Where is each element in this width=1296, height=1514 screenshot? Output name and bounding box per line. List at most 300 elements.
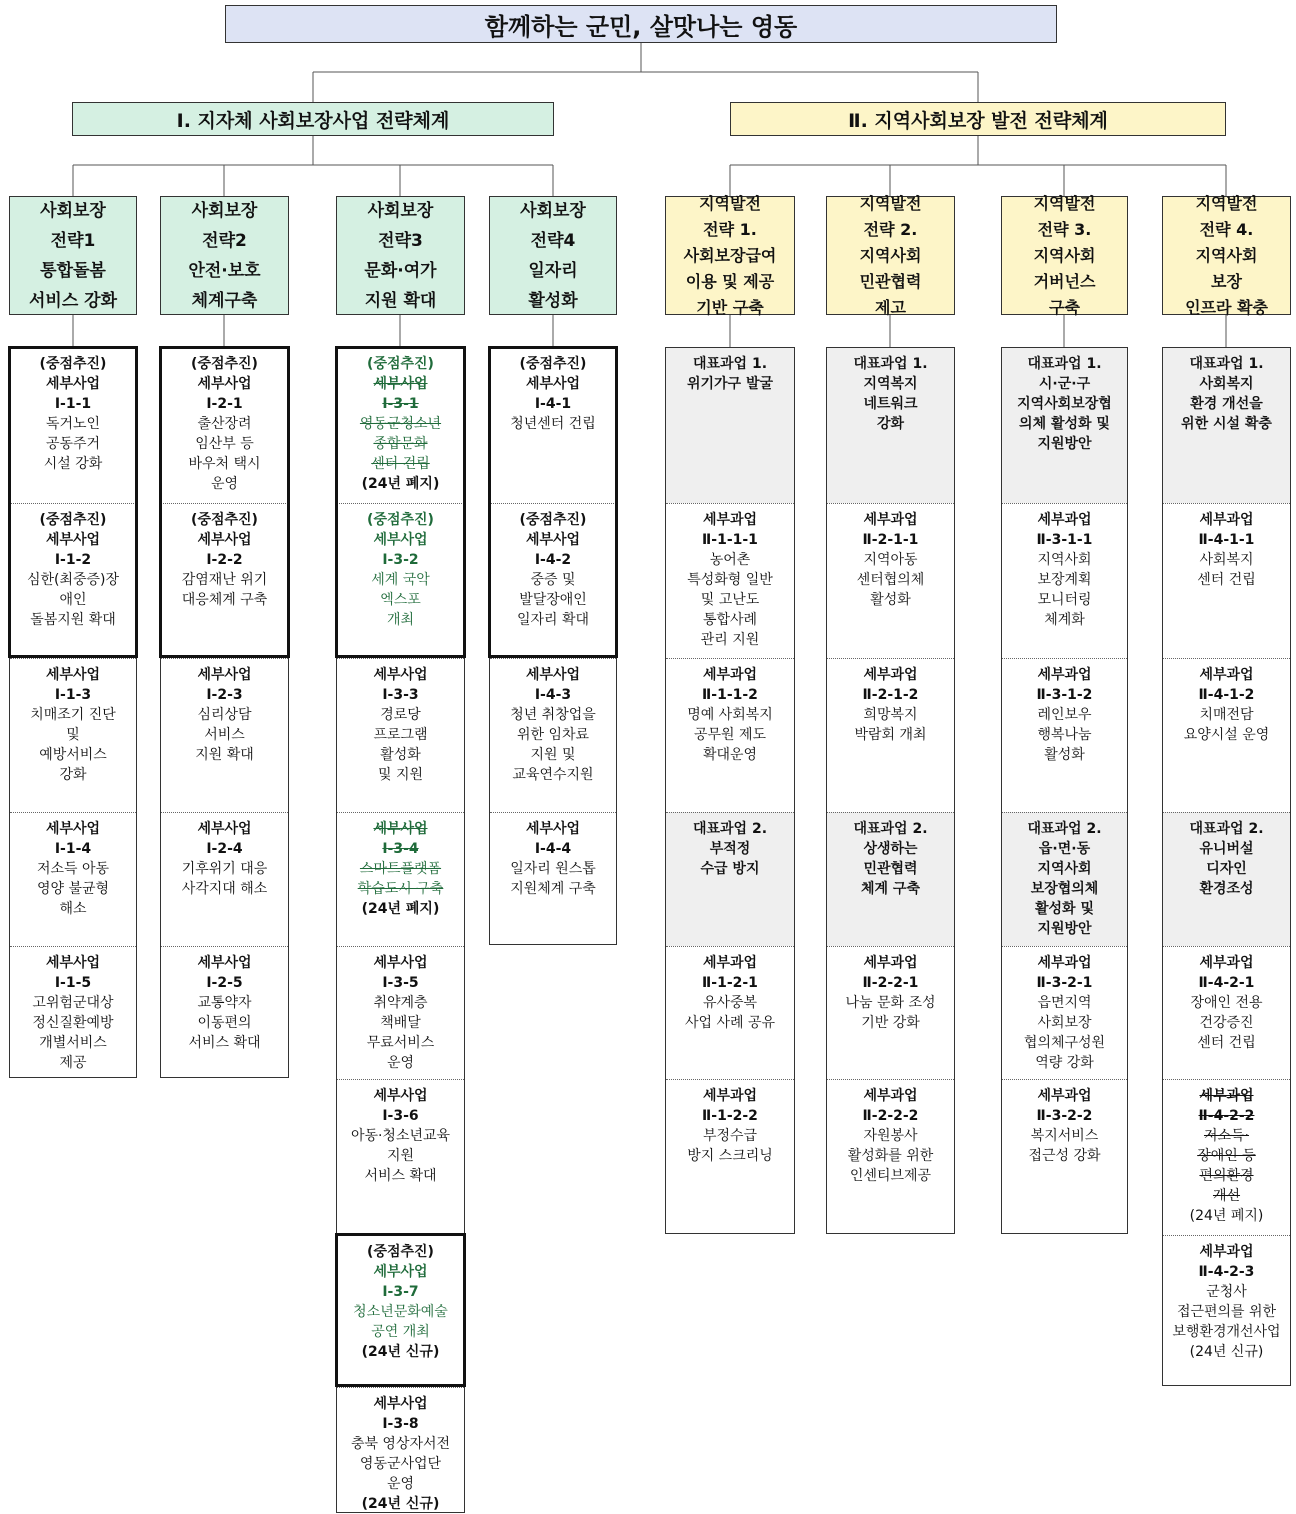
project-text-line: (중점추진) bbox=[367, 512, 434, 528]
strategy2-box-1 bbox=[665, 193, 795, 317]
strategy-label-line: 안전·보호 bbox=[188, 260, 261, 281]
project-text-line: 대응체계 구축 bbox=[181, 592, 268, 608]
project-text-line: 중증 및 bbox=[530, 572, 576, 588]
project-text-line: Ⅰ-3-4 bbox=[382, 841, 419, 857]
project-text-line: Ⅰ-4-2 bbox=[534, 552, 572, 568]
strategy1-box-3 bbox=[336, 196, 465, 315]
project-item bbox=[1163, 503, 1290, 658]
project-text-line: 심리상담 bbox=[197, 707, 252, 723]
project-item bbox=[827, 946, 954, 1079]
representative-task-item bbox=[1163, 812, 1290, 946]
project-item bbox=[1163, 1079, 1290, 1235]
project-text-line: 엑스포 bbox=[380, 592, 421, 608]
project-text-line: 세부사업 bbox=[45, 532, 101, 548]
project-text-line: 지역사회 bbox=[1037, 861, 1092, 877]
strategy-label-line: 지역발전 bbox=[1195, 193, 1258, 213]
project-text-line: Ⅰ-3-3 bbox=[382, 687, 419, 703]
project-text-line: (중점추진) bbox=[191, 356, 258, 372]
strategy-label-line: 활성화 bbox=[528, 290, 578, 311]
project-text-line: 센터 건립 bbox=[1197, 572, 1256, 588]
project-text-line: 돌봄지원 확대 bbox=[30, 612, 116, 628]
strategy-label-line: 인프라 확충 bbox=[1185, 297, 1268, 317]
project-text-line: Ⅰ-4-3 bbox=[534, 687, 572, 703]
project-text-line: 공연 개최 bbox=[371, 1324, 430, 1340]
strategy2-3-column bbox=[1001, 347, 1128, 1234]
project-text-line: 기반 강화 bbox=[861, 1015, 920, 1031]
strategy1-2-column bbox=[160, 347, 289, 1078]
project-text-line: 강화 bbox=[59, 767, 87, 783]
project-text-line: Ⅰ-3-8 bbox=[382, 1416, 419, 1432]
project-item bbox=[1002, 503, 1127, 658]
project-text-line: 세부과업 bbox=[702, 512, 758, 528]
project-text-line: Ⅱ-2-1-2 bbox=[862, 687, 919, 703]
vision-title-text: 함께하는 군민, 살맛나는 영동 bbox=[484, 12, 798, 41]
project-text-line: Ⅱ-3-1-2 bbox=[1036, 687, 1093, 703]
project-text-line: 예방서비스 bbox=[39, 747, 107, 763]
project-text-line: 상생하는 bbox=[863, 841, 918, 857]
project-text-line: 네트워크 bbox=[863, 396, 918, 412]
project-text-line: 세부과업 bbox=[702, 667, 758, 683]
project-text-line: 박람회 개최 bbox=[854, 727, 927, 743]
strategy-label-line: 기반 구축 bbox=[696, 297, 764, 317]
project-text-line: 세부사업 bbox=[197, 955, 252, 971]
project-item bbox=[337, 812, 464, 946]
project-text-line: 애인 bbox=[59, 592, 87, 608]
strategy2-box-3 bbox=[1001, 193, 1128, 317]
project-text-line: 및 bbox=[66, 727, 80, 743]
project-item bbox=[1002, 1079, 1127, 1235]
project-text-line: 세부과업 bbox=[702, 955, 758, 971]
project-item bbox=[10, 946, 136, 1079]
part2-title bbox=[730, 102, 1226, 136]
project-text-line: Ⅱ-1-1-1 bbox=[702, 532, 758, 548]
strategy-label-line: 사회보장급여 bbox=[683, 245, 777, 265]
strategy1-box-1 bbox=[9, 196, 137, 315]
project-text-line: 영동군청소년 bbox=[359, 416, 442, 432]
project-text-line: 자원봉사 bbox=[863, 1128, 918, 1144]
project-text-line: 나눔 문화 조성 bbox=[845, 995, 936, 1011]
project-text-line: 세부사업 bbox=[373, 667, 428, 683]
project-text-line: Ⅱ-2-1-1 bbox=[862, 532, 919, 548]
representative-task-item bbox=[827, 812, 954, 946]
project-text-line: 특성화형 일반 bbox=[687, 572, 773, 588]
project-text-line: 및 지원 bbox=[377, 767, 424, 783]
project-text-line: 세부과업 bbox=[1199, 1244, 1254, 1260]
project-item bbox=[161, 348, 288, 503]
project-text-line: 지원방안 bbox=[1037, 921, 1092, 937]
project-text-line: 서비스 bbox=[204, 727, 245, 743]
project-text-line: 지역사회 bbox=[1037, 552, 1092, 568]
project-text-line: 지역사회보장협 bbox=[1017, 396, 1112, 412]
project-text-line: 희망복지 bbox=[863, 707, 918, 723]
project-item bbox=[161, 503, 288, 658]
project-text-line: 시설 강화 bbox=[43, 456, 103, 472]
project-text-line: 세부과업 bbox=[1037, 667, 1092, 683]
strategy-label-line: 지역발전 bbox=[859, 193, 922, 213]
project-text-line: 유니버설 bbox=[1199, 841, 1254, 857]
project-text-line: 세부과업 bbox=[863, 1088, 918, 1104]
project-text-line: Ⅱ-1-1-2 bbox=[702, 687, 758, 703]
project-item bbox=[337, 503, 464, 658]
project-text-line: 접근편의를 위한 bbox=[1176, 1304, 1277, 1320]
project-item bbox=[666, 658, 794, 812]
project-text-line: (중점추진) bbox=[39, 356, 107, 372]
project-text-line: 제공 bbox=[59, 1055, 87, 1071]
project-text-line: 세부과업 bbox=[1037, 1088, 1092, 1104]
part2-title-text: Ⅱ. 지역사회보장 발전 전략체계 bbox=[848, 109, 1108, 132]
project-text-line: 취약계층 bbox=[373, 995, 428, 1011]
strategy-label-line: 지원 확대 bbox=[364, 290, 437, 311]
project-text-line: 일자리 확대 bbox=[516, 612, 590, 628]
project-text-line: 활성화 및 bbox=[1035, 901, 1094, 917]
project-text-line: 접근성 강화 bbox=[1028, 1148, 1101, 1164]
strategy-label-line: 지역발전 bbox=[699, 193, 761, 213]
project-text-line: 독거노인 bbox=[45, 416, 101, 432]
project-text-line: 인센티브제공 bbox=[849, 1168, 932, 1184]
project-text-line: 행복나눔 bbox=[1037, 727, 1092, 743]
project-item bbox=[666, 946, 794, 1079]
project-text-line: Ⅰ-1-4 bbox=[54, 841, 92, 857]
project-text-line: 세부사업 bbox=[45, 955, 101, 971]
strategy-label-line: 거버넌스 bbox=[1033, 271, 1096, 291]
project-item bbox=[10, 503, 136, 658]
project-text-line: 세부사업 bbox=[373, 1088, 428, 1104]
project-text-line: 활성화를 위한 bbox=[847, 1148, 934, 1164]
project-text-line: 서비스 확대 bbox=[364, 1168, 437, 1184]
project-text-line: 통합사례 bbox=[702, 612, 758, 628]
strategy-label-line: 통합돌봄 bbox=[40, 260, 106, 281]
project-item bbox=[10, 658, 136, 812]
project-text-line: 저소득· bbox=[1203, 1128, 1250, 1144]
project-text-line: 임산부 등 bbox=[195, 436, 254, 452]
project-text-line: Ⅰ-3-5 bbox=[382, 975, 419, 991]
project-text-line: (중점추진) bbox=[367, 1244, 434, 1260]
project-text-line: Ⅰ-2-1 bbox=[206, 396, 243, 412]
project-text-line: 환경 개선을 bbox=[1190, 396, 1263, 412]
project-text-line: 대표과업 2. bbox=[692, 821, 768, 837]
strategy2-box-2 bbox=[826, 193, 955, 317]
project-text-line: 사회복지 bbox=[1199, 376, 1254, 392]
project-item bbox=[337, 1387, 464, 1514]
project-text-line: 시·군·구 bbox=[1038, 376, 1091, 392]
strategy-label-line: 전략 2. bbox=[863, 219, 918, 239]
project-text-line: 활성화 bbox=[1044, 747, 1085, 763]
strategy-label-line: 전략 4. bbox=[1199, 219, 1254, 239]
project-text-line: 세계 국악 bbox=[371, 572, 430, 588]
strategy-label-line: 지역사회 bbox=[1033, 245, 1096, 265]
project-text-line: Ⅱ-1-2-1 bbox=[702, 975, 758, 991]
project-text-line: Ⅱ-3-2-1 bbox=[1036, 975, 1093, 991]
strategy-label-line: 보장 bbox=[1211, 271, 1242, 291]
project-text-line: 모니터링 bbox=[1037, 592, 1092, 608]
project-text-line: 명예 사회복지 bbox=[687, 707, 773, 723]
project-text-line: 개최 bbox=[386, 612, 415, 628]
project-text-line: 지원 bbox=[386, 1148, 415, 1164]
project-text-line: 세부사업 bbox=[373, 1396, 428, 1412]
project-text-line: Ⅰ-4-1 bbox=[534, 396, 572, 412]
project-text-line: (24년 폐지) bbox=[1189, 1208, 1264, 1224]
project-text-line: 프로그램 bbox=[373, 727, 428, 743]
project-text-line: 편의환경 bbox=[1199, 1168, 1254, 1184]
project-item bbox=[337, 348, 464, 503]
project-text-line: 감염재난 위기 bbox=[181, 572, 268, 588]
project-text-line: 환경조성 bbox=[1199, 881, 1254, 897]
project-item bbox=[827, 1079, 954, 1235]
project-text-line: 개선 bbox=[1212, 1188, 1241, 1204]
project-item bbox=[10, 812, 136, 946]
strategy-label-line: 민관협력 bbox=[859, 271, 922, 291]
project-text-line: 대표과업 1. bbox=[853, 356, 928, 372]
project-text-line: (24년 신규) bbox=[361, 1344, 440, 1360]
project-text-line: Ⅰ-2-3 bbox=[206, 687, 243, 703]
project-text-line: Ⅰ-3-1 bbox=[382, 396, 419, 412]
strategy-label-line: 서비스 강화 bbox=[28, 290, 118, 311]
project-text-line: 종합문화 bbox=[373, 436, 428, 452]
strategy-label-line: 지역발전 bbox=[1033, 193, 1096, 213]
project-text-line: 운영 bbox=[386, 1055, 415, 1071]
strategy2-box-4 bbox=[1162, 193, 1291, 317]
project-text-line: 세부사업 bbox=[373, 376, 428, 392]
project-text-line: 대표과업 1. bbox=[1189, 356, 1264, 372]
project-text-line: 교육연수지원 bbox=[512, 767, 594, 783]
project-text-line: 지원 및 bbox=[530, 747, 576, 763]
project-text-line: 센터 건립 bbox=[1197, 1035, 1256, 1051]
project-text-line: 지원방안 bbox=[1037, 436, 1092, 452]
project-text-line: 복지서비스 bbox=[1030, 1128, 1099, 1144]
strategy1-box-2 bbox=[160, 196, 289, 315]
project-text-line: 대표과업 1. bbox=[1027, 356, 1102, 372]
project-text-line: 활성화 bbox=[380, 747, 421, 763]
strategy2-1-column bbox=[665, 347, 795, 1234]
project-text-line: 해소 bbox=[59, 901, 87, 917]
project-text-line: 영동군사업단 bbox=[359, 1456, 442, 1472]
project-text-line: 세부과업 bbox=[702, 1088, 758, 1104]
project-item bbox=[337, 1079, 464, 1235]
project-text-line: Ⅰ-1-3 bbox=[54, 687, 92, 703]
project-text-line: 고위험군대상 bbox=[32, 995, 114, 1011]
project-text-line: 일자리 원스톱 bbox=[510, 861, 596, 877]
project-text-line: 사각지대 해소 bbox=[181, 881, 268, 897]
project-text-line: 운영 bbox=[386, 1476, 415, 1492]
project-text-line: 세부사업 bbox=[373, 821, 428, 837]
strategy-label-line: 전략1 bbox=[50, 230, 96, 251]
strategy-label-line: 전략2 bbox=[202, 230, 247, 251]
strategy-label-line: 사회보장 bbox=[367, 200, 434, 221]
project-item bbox=[161, 946, 288, 1079]
project-text-line: 세부사업 bbox=[45, 821, 101, 837]
project-text-line: Ⅱ-2-2-1 bbox=[862, 975, 919, 991]
project-text-line: 스마트플랫폼 bbox=[359, 861, 442, 877]
project-text-line: 청년센터 건립 bbox=[510, 416, 596, 432]
project-text-line: 방지 스크리닝 bbox=[687, 1148, 773, 1164]
project-text-line: Ⅱ-1-2-2 bbox=[702, 1108, 758, 1124]
project-text-line: 센터 건립 bbox=[371, 456, 430, 472]
project-text-line: 세부사업 bbox=[525, 376, 581, 392]
project-text-line: 정신질환예방 bbox=[32, 1015, 114, 1031]
project-text-line: 대표과업 2. bbox=[1189, 821, 1264, 837]
project-text-line: Ⅱ-3-1-1 bbox=[1036, 532, 1093, 548]
project-text-line: Ⅰ-1-5 bbox=[54, 975, 92, 991]
project-item bbox=[1163, 946, 1290, 1079]
project-text-line: 공무원 제도 bbox=[693, 727, 767, 743]
project-text-line: Ⅰ-4-4 bbox=[534, 841, 572, 857]
project-text-line: (중점추진) bbox=[39, 512, 107, 528]
strategy-label-line: 사회보장 bbox=[40, 200, 106, 221]
part1-title-text: Ⅰ. 지자체 사회보장사업 전략체계 bbox=[176, 109, 450, 132]
representative-task-item bbox=[1002, 348, 1127, 503]
project-text-line: Ⅱ-4-1-1 bbox=[1198, 532, 1255, 548]
project-item bbox=[490, 503, 616, 658]
strategy-label-line: 사회보장 bbox=[191, 200, 258, 221]
project-text-line: (중점추진) bbox=[519, 356, 587, 372]
project-text-line: 대표과업 1. bbox=[692, 356, 768, 372]
project-text-line: Ⅰ-2-2 bbox=[206, 552, 243, 568]
project-text-line: 건강증진 bbox=[1199, 1015, 1254, 1031]
project-text-line: 위한 시설 확충 bbox=[1181, 416, 1272, 432]
project-text-line: 운영 bbox=[210, 476, 239, 492]
vision-title bbox=[225, 5, 1057, 43]
project-text-line: (24년 신규) bbox=[361, 1496, 440, 1512]
project-text-line: 공동주거 bbox=[45, 436, 101, 452]
project-item bbox=[161, 812, 288, 946]
project-text-line: 체계화 bbox=[1044, 612, 1085, 628]
project-text-line: 세부사업 bbox=[373, 532, 428, 548]
project-text-line: 대표과업 2. bbox=[1027, 821, 1102, 837]
project-text-line: 사업 사례 공유 bbox=[684, 1015, 776, 1031]
representative-task-item bbox=[827, 348, 954, 503]
strategy-label-line: 전략 3. bbox=[1037, 219, 1092, 239]
project-text-line: Ⅱ-4-1-2 bbox=[1198, 687, 1255, 703]
project-text-line: 부정수급 bbox=[702, 1128, 758, 1144]
project-text-line: 읍·면·동 bbox=[1038, 841, 1091, 857]
project-text-line: 사회복지 bbox=[1199, 552, 1254, 568]
project-item bbox=[666, 503, 794, 658]
project-text-line: 부적정 bbox=[709, 841, 751, 857]
project-text-line: (중점추진) bbox=[519, 512, 587, 528]
project-text-line: 충북 영상자서전 bbox=[350, 1436, 451, 1452]
project-item bbox=[827, 503, 954, 658]
project-item bbox=[827, 658, 954, 812]
project-text-line: Ⅰ-1-1 bbox=[54, 396, 92, 412]
project-text-line: 지역복지 bbox=[863, 376, 918, 392]
project-text-line: 역량 강화 bbox=[1035, 1055, 1094, 1071]
project-text-line: 세부사업 bbox=[197, 667, 252, 683]
project-text-line: 세부사업 bbox=[373, 955, 428, 971]
project-text-line: Ⅰ-3-7 bbox=[382, 1284, 419, 1300]
project-text-line: Ⅰ-1-2 bbox=[54, 552, 92, 568]
strategy-label-line: 지역사회 bbox=[1195, 245, 1258, 265]
project-text-line: 기후위기 대응 bbox=[181, 861, 268, 877]
project-text-line: 세부과업 bbox=[863, 512, 918, 528]
project-item bbox=[10, 348, 136, 503]
project-text-line: (중점추진) bbox=[367, 356, 434, 372]
project-text-line: 센터협의체 bbox=[856, 572, 925, 588]
project-text-line: 심한(최중증)장 bbox=[26, 572, 120, 588]
project-text-line: 치매조기 진단 bbox=[30, 707, 116, 723]
representative-task-item bbox=[1002, 812, 1127, 946]
project-item bbox=[490, 812, 616, 946]
project-text-line: 디자인 bbox=[1206, 861, 1247, 877]
project-item bbox=[490, 658, 616, 812]
strategy-label-line: 체계구축 bbox=[191, 290, 258, 311]
project-text-line: (24년 신규) bbox=[1189, 1344, 1264, 1360]
project-item bbox=[337, 658, 464, 812]
project-text-line: 발달장애인 bbox=[519, 592, 587, 608]
project-text-line: 지원 확대 bbox=[195, 747, 254, 763]
project-text-line: 장애인 등 bbox=[1197, 1148, 1256, 1164]
strategy1-box-4 bbox=[489, 196, 617, 315]
project-text-line: Ⅱ-4-2-1 bbox=[1198, 975, 1255, 991]
project-text-line: 세부사업 bbox=[373, 1264, 428, 1280]
project-text-line: 세부사업 bbox=[525, 821, 581, 837]
project-text-line: 세부과업 bbox=[863, 955, 918, 971]
project-text-line: 위한 임차료 bbox=[516, 727, 590, 743]
project-text-line: 의체 활성화 및 bbox=[1019, 416, 1110, 432]
project-text-line: 레인보우 bbox=[1037, 707, 1092, 723]
project-text-line: 대표과업 2. bbox=[853, 821, 928, 837]
strategy1-3-column bbox=[336, 347, 465, 1513]
project-text-line: 학습도시 구축 bbox=[357, 881, 444, 897]
project-text-line: 활성화 bbox=[870, 592, 911, 608]
project-text-line: 세부과업 bbox=[1037, 512, 1092, 528]
project-text-line: 세부과업 bbox=[863, 667, 918, 683]
project-text-line: Ⅱ-2-2-2 bbox=[862, 1108, 919, 1124]
project-text-line: 민관협력 bbox=[863, 861, 918, 877]
project-text-line: 서비스 확대 bbox=[188, 1035, 261, 1051]
strategy-label-line: 문화·여가 bbox=[364, 260, 437, 281]
strategy2-4-column bbox=[1162, 347, 1291, 1386]
strategy-label-line: 전략3 bbox=[378, 230, 423, 251]
project-text-line: 저소득 아동 bbox=[36, 861, 110, 877]
project-text-line: 유사중복 bbox=[702, 995, 758, 1011]
project-text-line: 영양 불균형 bbox=[36, 881, 110, 897]
project-item bbox=[1163, 1235, 1290, 1387]
strategy-label-line: 전략4 bbox=[530, 230, 576, 251]
project-text-line: 지원체계 구축 bbox=[510, 881, 596, 897]
project-item bbox=[1163, 658, 1290, 812]
project-text-line: 군청사 bbox=[1206, 1284, 1247, 1300]
project-text-line: Ⅰ-3-2 bbox=[382, 552, 419, 568]
strategy1-4-column bbox=[489, 347, 617, 945]
project-text-line: (24년 폐지) bbox=[361, 901, 440, 917]
project-text-line: Ⅱ-4-2-2 bbox=[1198, 1108, 1255, 1124]
project-text-line: 바우처 택시 bbox=[188, 456, 261, 472]
strategy1-1-column bbox=[9, 347, 137, 1078]
project-text-line: 확대운영 bbox=[702, 747, 758, 763]
project-item bbox=[1002, 946, 1127, 1079]
project-text-line: Ⅰ-2-4 bbox=[206, 841, 243, 857]
project-item bbox=[337, 946, 464, 1079]
strategy-label-line: 제고 bbox=[875, 297, 906, 317]
project-text-line: 경로당 bbox=[380, 707, 421, 723]
project-text-line: 무료서비스 bbox=[366, 1035, 435, 1051]
project-text-line: 세부사업 bbox=[197, 532, 252, 548]
project-item bbox=[490, 348, 616, 503]
project-text-line: 장애인 전용 bbox=[1190, 995, 1263, 1011]
project-text-line: 세부사업 bbox=[45, 667, 101, 683]
project-text-line: 세부사업 bbox=[197, 376, 252, 392]
strategy-label-line: 구축 bbox=[1049, 297, 1080, 317]
project-text-line: 보장협의체 bbox=[1030, 881, 1099, 897]
project-text-line: Ⅰ-2-5 bbox=[206, 975, 243, 991]
strategy2-2-column bbox=[826, 347, 955, 1234]
project-text-line: 책배달 bbox=[380, 1015, 421, 1031]
project-text-line: 읍면지역 bbox=[1037, 995, 1092, 1011]
project-text-line: 사회보장 bbox=[1037, 1015, 1092, 1031]
project-text-line: 보장계획 bbox=[1037, 572, 1092, 588]
project-text-line: 개별서비스 bbox=[39, 1035, 107, 1051]
strategy-label-line: 이용 및 제공 bbox=[685, 271, 775, 291]
